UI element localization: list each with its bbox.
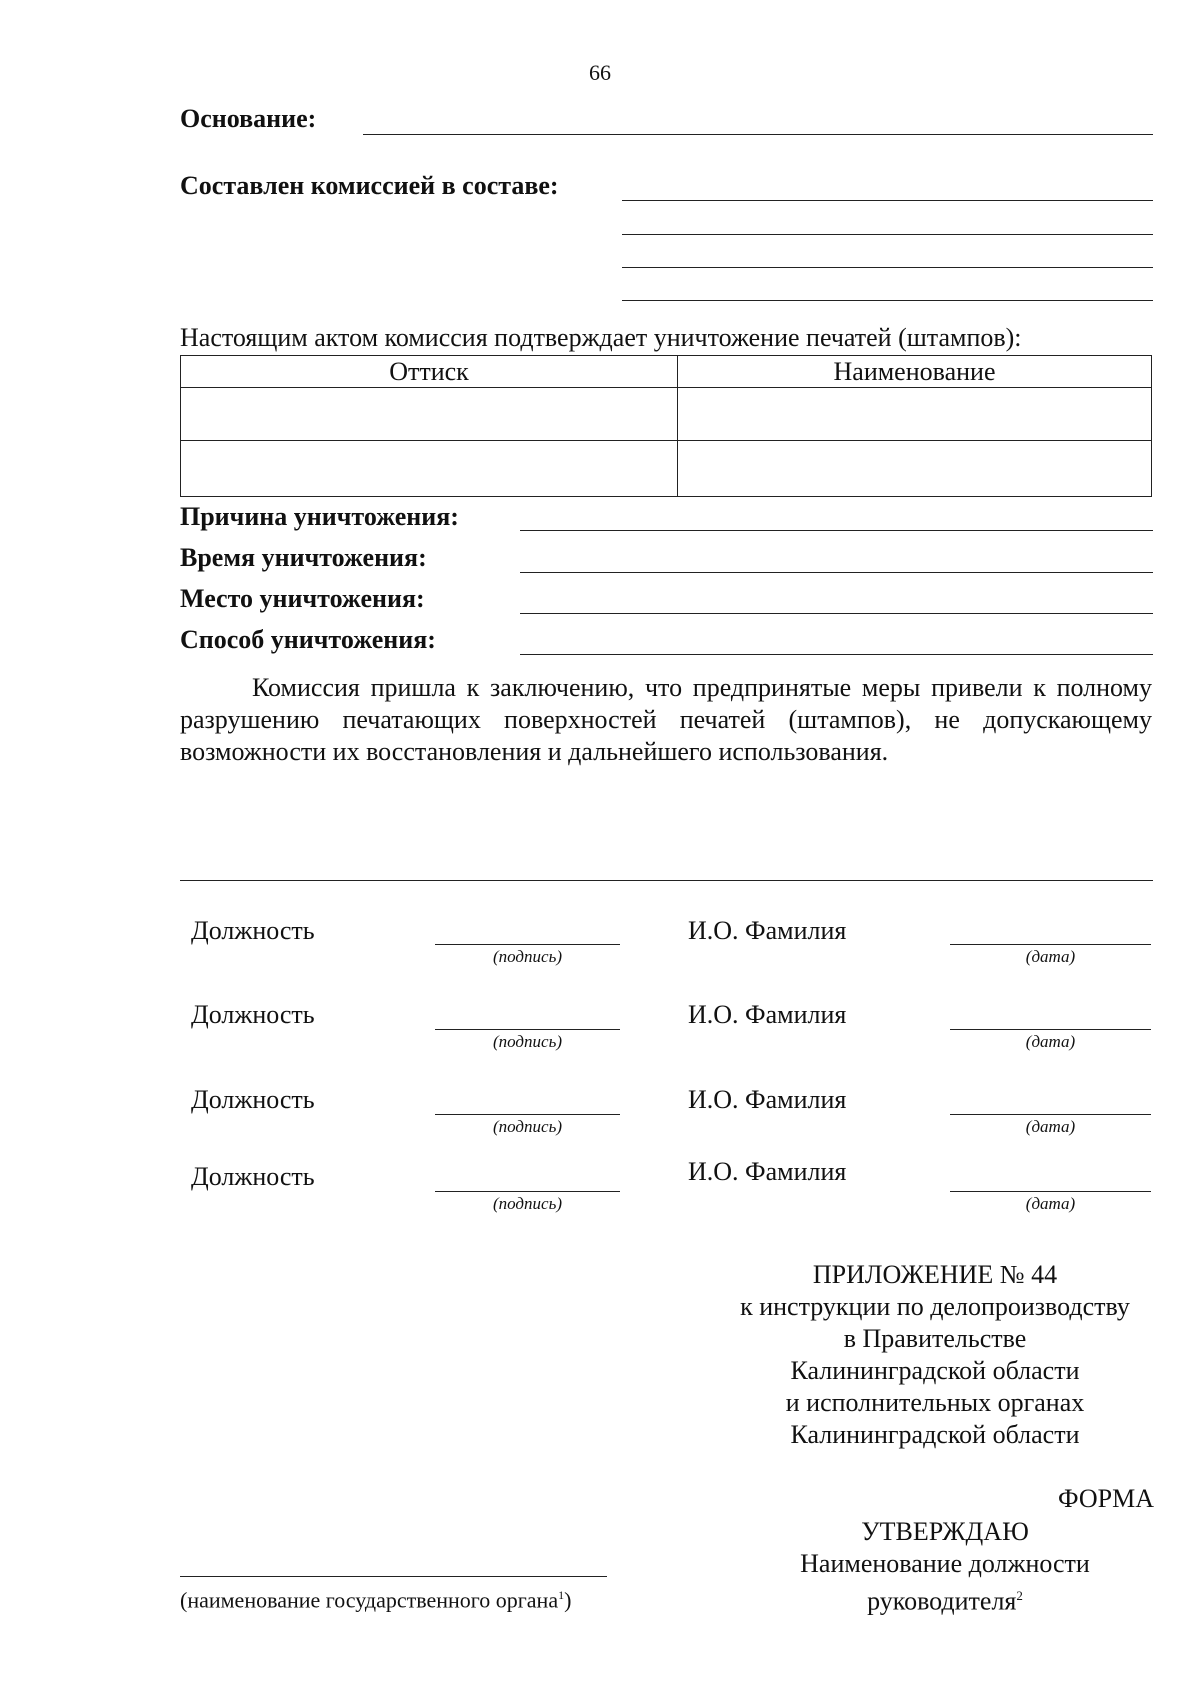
signature-line — [435, 1191, 620, 1192]
signature-caption: (подпись) — [493, 1194, 562, 1213]
name-label: И.О. Фамилия — [688, 1157, 847, 1186]
act-intro-text: Настоящим актом комиссия подтверждает уничтожение печатей (штампов): — [180, 323, 1022, 352]
basis-label: Основание: — [180, 104, 317, 133]
gov-body-line — [180, 1576, 607, 1577]
name-label: И.О. Фамилия — [688, 1085, 847, 1114]
position-label: Должность — [191, 1085, 315, 1114]
table-cell — [678, 388, 1152, 441]
commission-line-1 — [622, 200, 1153, 201]
time-label: Время уничтожения: — [180, 543, 427, 572]
place-line — [520, 613, 1153, 614]
method-label: Способ уничтожения: — [180, 625, 436, 654]
date-line — [950, 944, 1151, 945]
impressions-table — [180, 355, 1152, 497]
approve-head-text: руководителя — [867, 1586, 1017, 1616]
approve-head — [740, 1580, 1150, 1618]
time-line — [520, 572, 1153, 573]
footnote-2: 2 — [1016, 1588, 1023, 1603]
position-label: Должность — [191, 1000, 315, 1029]
date-line — [950, 1029, 1151, 1030]
table-cell — [181, 388, 678, 441]
date-caption: (дата) — [1025, 1194, 1076, 1213]
table-row — [181, 441, 1152, 497]
separator-line — [180, 880, 1153, 881]
appendix-line: в Правительстве — [843, 1324, 1027, 1353]
commission-line-4 — [622, 300, 1153, 301]
signature-line — [435, 944, 620, 945]
footnote-1: 1 — [558, 1588, 565, 1602]
table-header-row — [181, 356, 1152, 388]
reason-line — [520, 530, 1153, 531]
signature-line — [435, 1029, 620, 1030]
header-impression: Оттиск — [181, 356, 678, 388]
signature-caption: (подпись) — [493, 1032, 562, 1051]
appendix-title: ПРИЛОЖЕНИЕ № 44 — [812, 1260, 1058, 1289]
signature-line — [435, 1114, 620, 1115]
reason-label: Причина уничтожения: — [180, 502, 459, 531]
approve-title: УТВЕРЖДАЮ — [861, 1517, 1029, 1546]
form-label: ФОРМА — [1058, 1484, 1154, 1513]
date-caption: (дата) — [1025, 947, 1076, 966]
table-cell — [678, 441, 1152, 497]
header-name: Наименование — [678, 356, 1152, 388]
table-row — [181, 388, 1152, 441]
appendix-line: и исполнительных органах — [785, 1388, 1085, 1417]
date-line — [950, 1114, 1151, 1115]
page-number: 66 — [589, 60, 611, 85]
appendix-block — [700, 1259, 1170, 1451]
commission-line-3 — [622, 267, 1153, 268]
appendix-line: к инструкции по делопроизводству — [740, 1292, 1130, 1321]
method-line — [520, 654, 1153, 655]
commission-label: Составлен комиссией в составе: — [180, 171, 559, 200]
gov-body-caption-end: ) — [564, 1587, 572, 1613]
date-caption: (дата) — [1025, 1032, 1076, 1051]
approve-position: Наименование должности — [800, 1549, 1090, 1578]
basis-line — [363, 134, 1153, 135]
position-label: Должность — [191, 916, 315, 945]
name-label: И.О. Фамилия — [688, 916, 847, 945]
gov-body-caption — [180, 1582, 571, 1613]
appendix-line: Калининградской области — [790, 1420, 1080, 1449]
position-label: Должность — [191, 1162, 315, 1191]
table-cell — [181, 441, 678, 497]
place-label: Место уничтожения: — [180, 584, 425, 613]
appendix-line: Калининградской области — [790, 1356, 1080, 1385]
commission-line-2 — [622, 234, 1153, 235]
conclusion-paragraph — [180, 672, 1152, 768]
signature-caption: (подпись) — [493, 1117, 562, 1136]
name-label: И.О. Фамилия — [688, 1000, 847, 1029]
date-line — [950, 1191, 1151, 1192]
approve-block — [740, 1516, 1150, 1618]
gov-body-caption-text: (наименование государственного органа — [180, 1587, 559, 1613]
conclusion-text: Комиссия пришла к заключению, что предпринятые меры привели к полному разрушению печатающих поверхностей печатей (штампов), не допускающему возможности их восстановления и дальнейшего использования. — [180, 673, 1152, 766]
signature-caption: (подпись) — [493, 947, 562, 966]
date-caption: (дата) — [1025, 1117, 1076, 1136]
